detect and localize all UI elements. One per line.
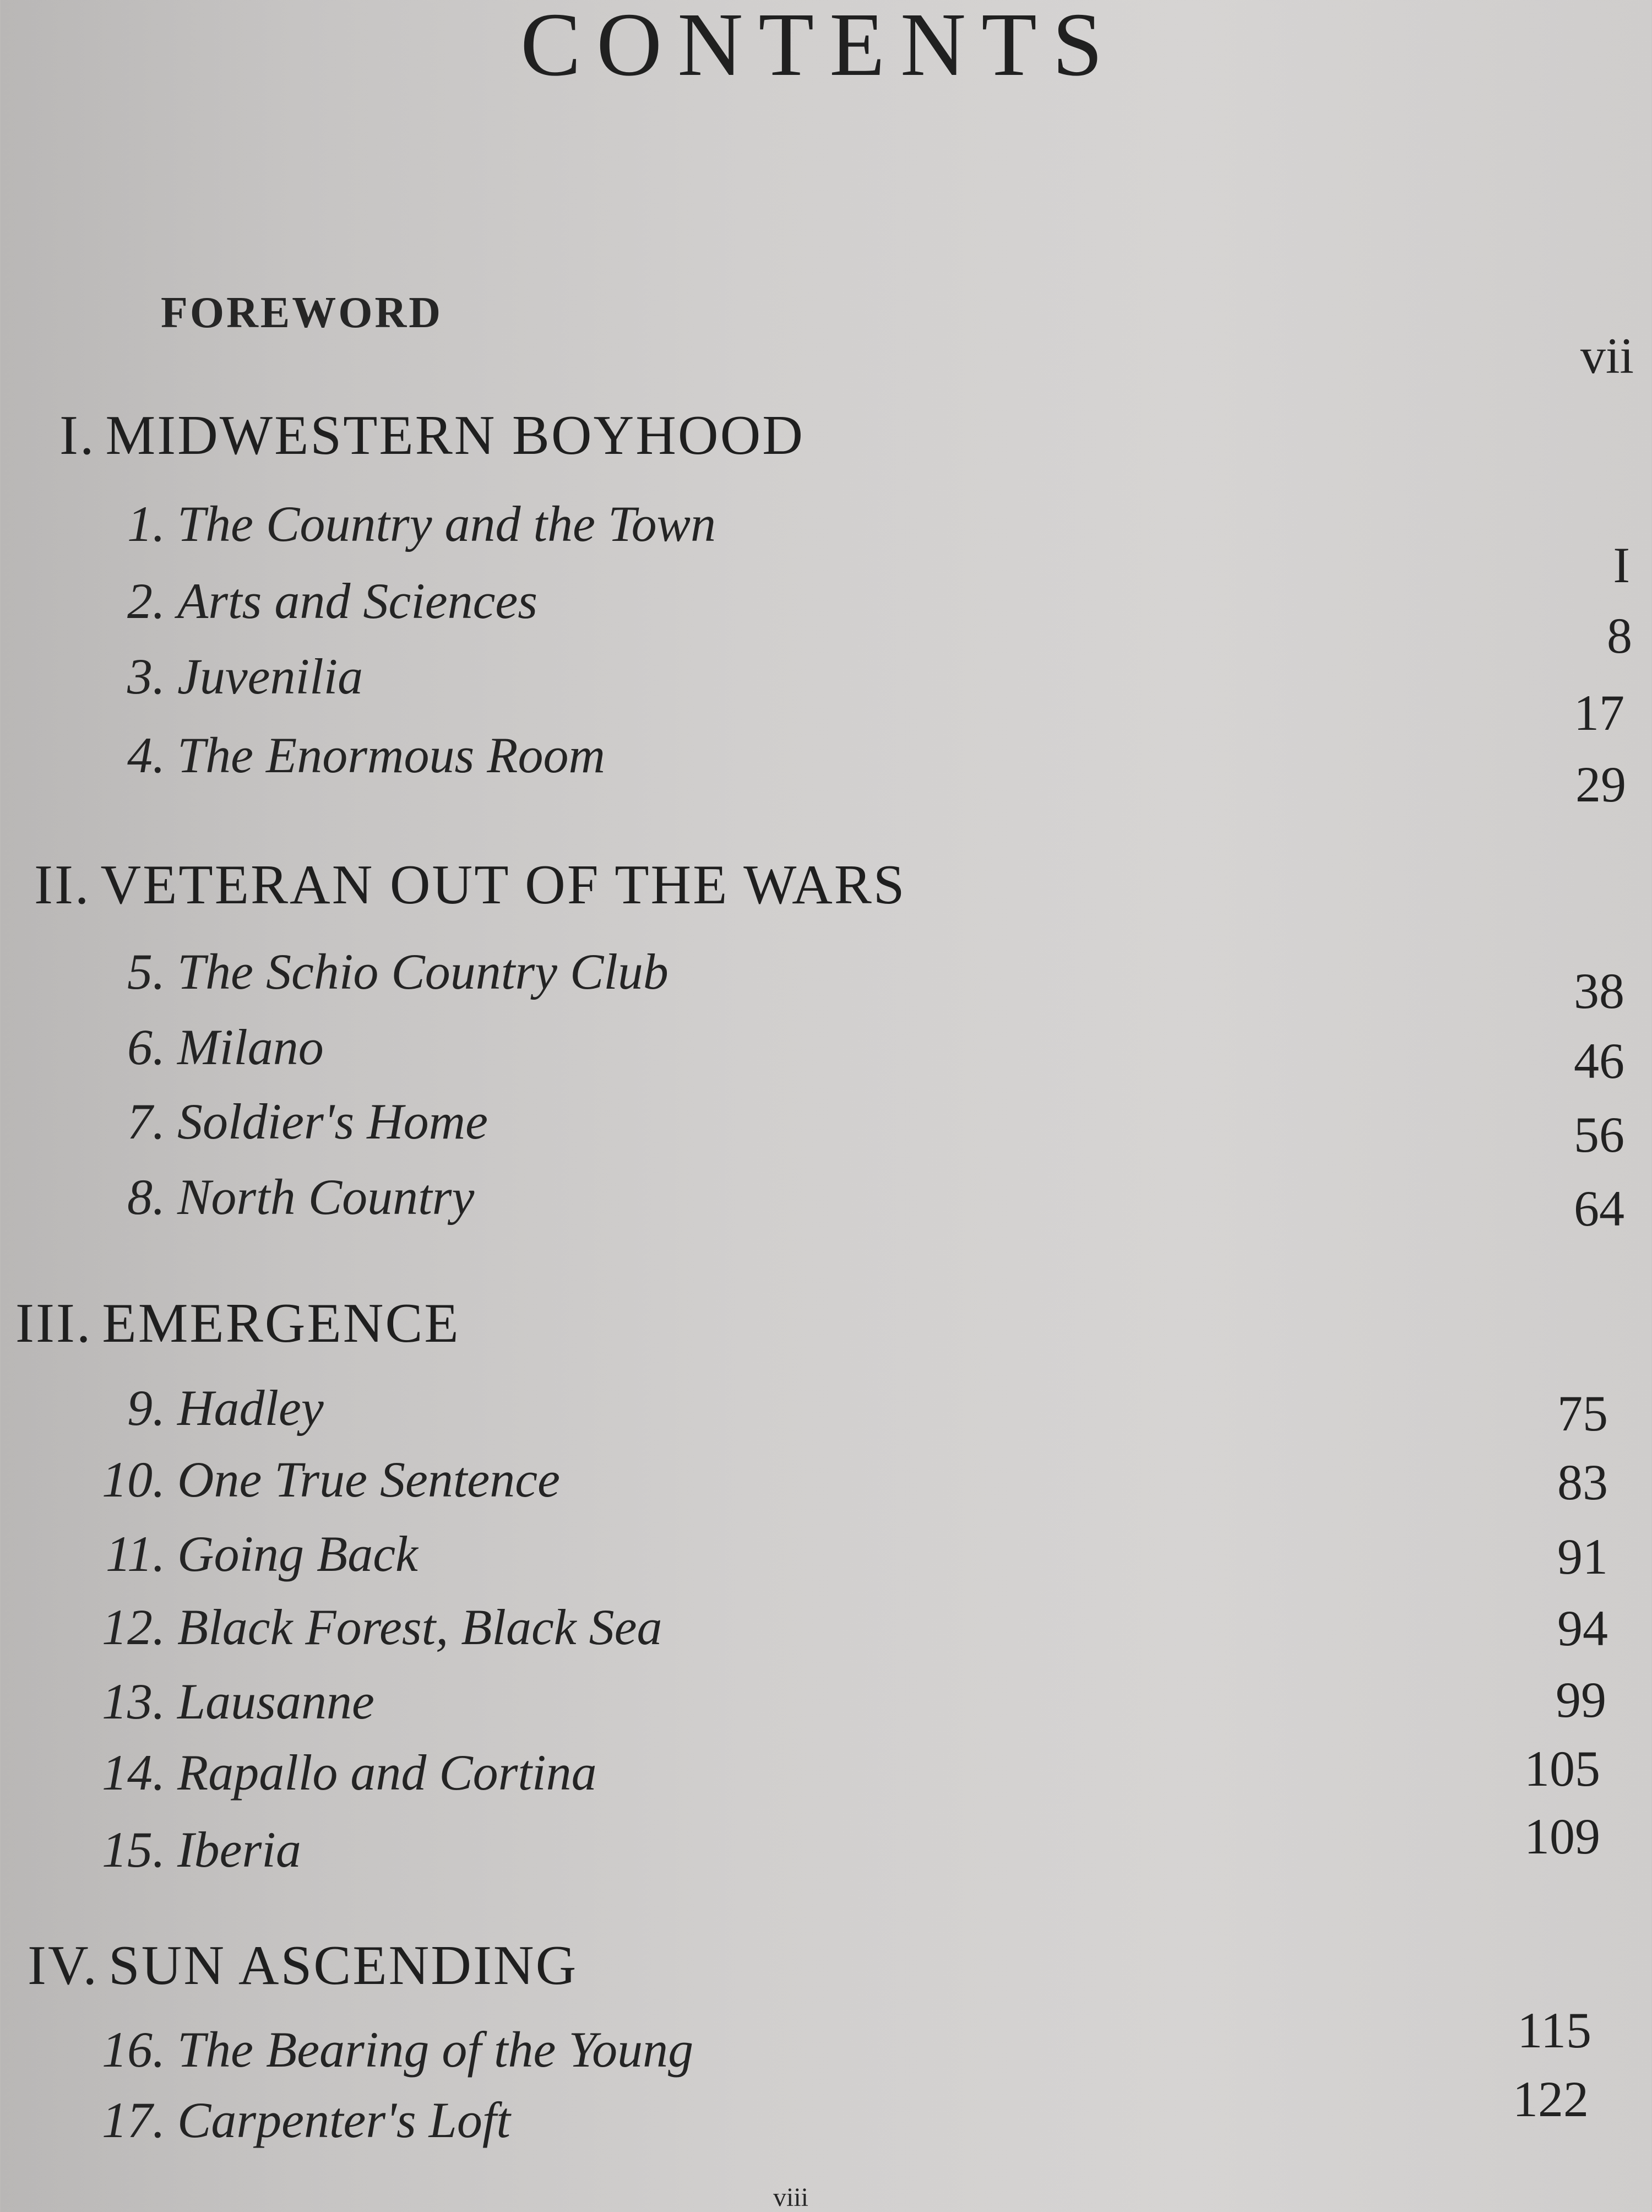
chapter-number: 15.	[102, 1821, 165, 1878]
chapter-page-number: I	[1613, 537, 1630, 593]
chapter-page-number: 38	[1574, 963, 1624, 1019]
chapter-page-number: 83	[1557, 1454, 1608, 1510]
chapter-page-number: 105	[1524, 1741, 1600, 1797]
chapter-number: 17.	[102, 2092, 165, 2148]
chapter-title: Soldier's Home	[177, 1093, 488, 1150]
part-title: MIDWESTERN BOYHOOD	[105, 404, 805, 467]
chapter-title: Carpenter's Loft	[177, 2092, 510, 2148]
chapter-title: North Country	[177, 1169, 475, 1225]
chapter-entry	[83, 573, 538, 629]
chapter-entry	[83, 1744, 597, 1801]
part-numeral: II.	[34, 854, 91, 916]
part-numeral: IV.	[28, 1934, 99, 1997]
chapter-entry	[83, 1451, 560, 1508]
chapter-entry	[83, 944, 669, 1000]
chapter-entry	[83, 496, 716, 552]
foreword-page-number: vii	[1580, 328, 1634, 384]
chapter-title: Juvenilia	[177, 648, 363, 704]
page-footer-numeral: viii	[773, 2183, 809, 2212]
part-numeral: III.	[15, 1292, 93, 1354]
chapter-number: 2.	[127, 573, 165, 629]
chapter-title: Arts and Sciences	[177, 573, 538, 629]
chapter-entry	[83, 1380, 324, 1436]
chapter-page-number: 109	[1524, 1808, 1600, 1864]
chapter-entry	[83, 1673, 374, 1730]
chapter-number: 5.	[127, 944, 165, 1000]
chapter-title: The Bearing of the Young	[177, 2021, 694, 2078]
chapter-title: The Country and the Town	[177, 496, 716, 552]
chapter-entry	[83, 2092, 510, 2148]
part-title: EMERGENCE	[102, 1292, 460, 1354]
chapter-entry	[83, 1526, 418, 1582]
chapter-number: 3.	[127, 648, 165, 704]
chapter-page-number: 75	[1557, 1385, 1608, 1441]
chapter-number: 4.	[127, 727, 165, 783]
chapter-entry	[83, 1821, 301, 1878]
chapter-entry	[83, 648, 363, 704]
part-numeral: I.	[59, 404, 96, 467]
chapter-title: Iberia	[177, 1821, 301, 1878]
chapter-number: 16.	[102, 2021, 165, 2078]
chapter-number: 7.	[127, 1093, 165, 1150]
chapter-entry	[83, 1093, 488, 1150]
chapter-entry	[83, 727, 605, 783]
page-title: CONTENTS	[520, 0, 1118, 95]
chapter-page-number: 46	[1574, 1033, 1624, 1089]
chapter-page-number: 64	[1574, 1180, 1624, 1237]
chapter-number: 11.	[105, 1526, 165, 1582]
chapter-title: Going Back	[177, 1526, 418, 1582]
chapter-number: 12.	[102, 1599, 165, 1655]
chapter-title: Black Forest, Black Sea	[177, 1599, 662, 1655]
part-heading	[34, 854, 906, 916]
chapter-number: 14.	[102, 1744, 165, 1801]
chapter-page-number: 115	[1517, 2002, 1591, 2058]
chapter-title: Hadley	[177, 1380, 324, 1436]
chapter-page-number: 8	[1607, 608, 1632, 664]
chapter-entry	[83, 1599, 662, 1655]
part-heading	[59, 404, 805, 467]
chapter-page-number: 56	[1574, 1107, 1624, 1163]
chapter-entry	[83, 2021, 694, 2078]
chapter-title: One True Sentence	[177, 1451, 560, 1508]
chapter-page-number: 94	[1557, 1600, 1608, 1656]
chapter-number: 10.	[102, 1451, 165, 1508]
chapter-number: 1.	[127, 496, 165, 552]
chapter-title: Milano	[177, 1019, 324, 1075]
chapter-number: 9.	[127, 1380, 165, 1436]
chapter-title: The Enormous Room	[177, 727, 605, 783]
chapter-number: 13.	[102, 1673, 165, 1730]
part-heading	[28, 1934, 578, 1997]
chapter-page-number: 91	[1557, 1528, 1608, 1585]
part-title: VETERAN OUT OF THE WARS	[100, 854, 906, 916]
chapter-entry	[83, 1019, 324, 1075]
chapter-page-number: 29	[1575, 756, 1626, 812]
foreword-label: FOREWORD	[161, 289, 443, 337]
chapter-page-number: 99	[1556, 1672, 1606, 1728]
chapter-title: Rapallo and Cortina	[177, 1744, 597, 1801]
chapter-title: Lausanne	[177, 1673, 374, 1730]
chapter-title: The Schio Country Club	[177, 944, 669, 1000]
part-title: SUN ASCENDING	[108, 1934, 578, 1997]
part-heading	[15, 1292, 460, 1354]
chapter-page-number: 122	[1513, 2071, 1589, 2127]
chapter-number: 8.	[127, 1169, 165, 1225]
chapter-number: 6.	[127, 1019, 165, 1075]
chapter-entry	[83, 1169, 475, 1225]
chapter-page-number: 17	[1574, 685, 1624, 741]
